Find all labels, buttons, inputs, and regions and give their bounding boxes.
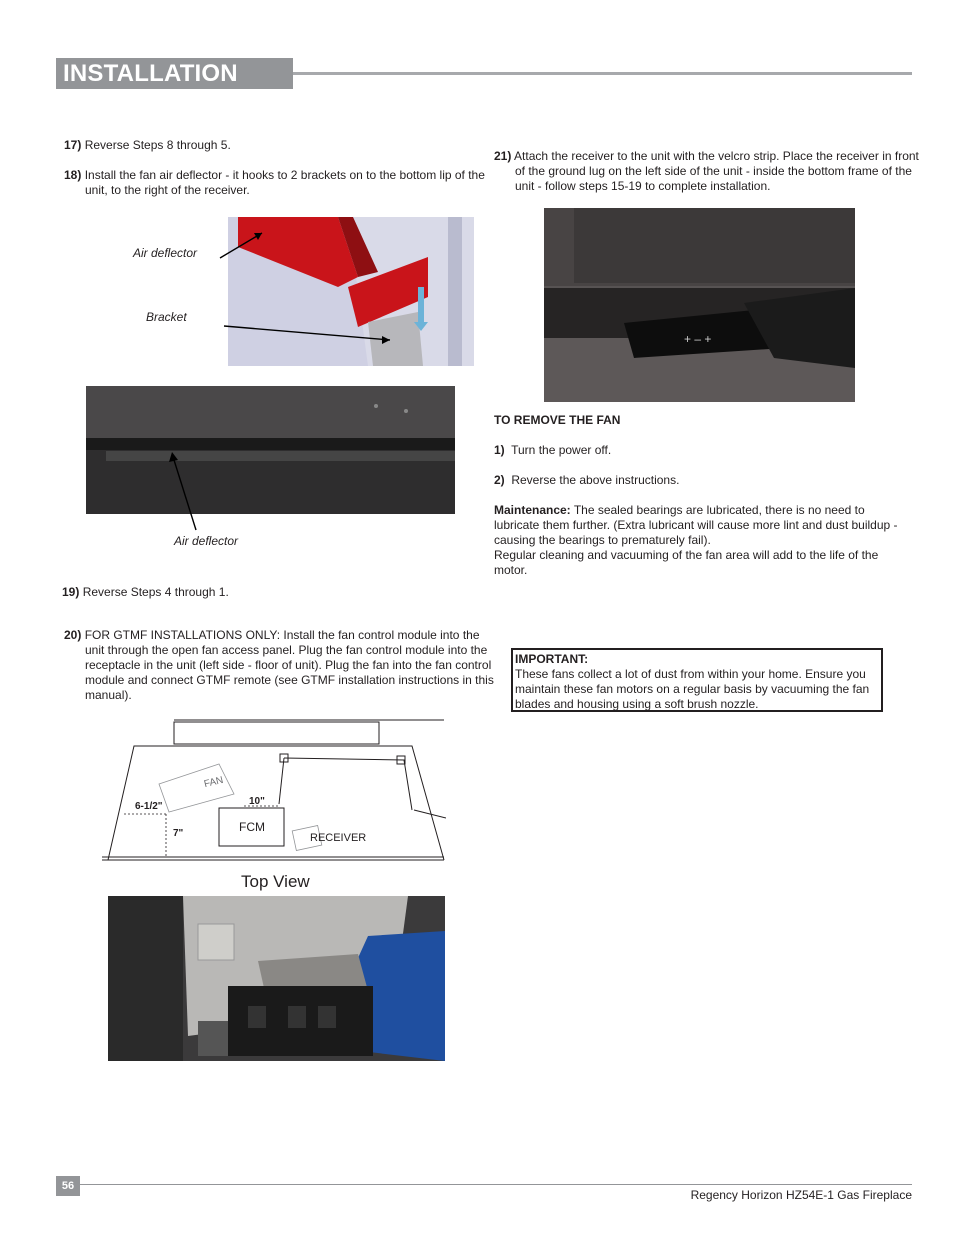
fan-label: FAN (202, 774, 225, 791)
top-view-caption: Top View (241, 872, 310, 891)
dim-7: 7" (173, 828, 184, 839)
svg-text:+ – +: + – + (684, 332, 712, 346)
footer-product: Regency Horizon HZ54E-1 Gas Fireplace (690, 1188, 912, 1202)
callout-arrow-2 (160, 440, 210, 535)
fan-control-module-photo (108, 896, 445, 1061)
step-21: 21) Attach the receiver to the unit with the velcro strip. Place the receiver in front of the ground lug on the left side of the unit - inside the bottom frame of the unit - follow steps 15-19 to complete installation. (494, 149, 919, 193)
dim-10: 10" (249, 796, 265, 807)
callout-arrows-1 (210, 215, 400, 345)
page-number: 56 (56, 1176, 80, 1196)
footer-rule (80, 1184, 912, 1185)
remove-step-2: 2) Reverse the above instructions. (494, 473, 680, 487)
air-deflector-label-2: Air deflector (174, 534, 239, 548)
receiver-label: RECEIVER (310, 832, 367, 844)
maintenance-paragraph: Maintenance: The sealed bearings are lubricated, there is no need to lubricate them further. (Extra lubricant will cause more lint and dust buildup - causing the bearings to prematurely fail). Regular cleaning and vacuuming of the fan area will add to the life of the motor. (494, 503, 898, 577)
step-19: 19) Reverse Steps 4 through 1. (62, 585, 229, 599)
bracket-label: Bracket (146, 310, 187, 324)
dim-6-1-2: 6-1/2" (135, 801, 163, 812)
header-rule (293, 72, 912, 75)
remove-fan-heading: TO REMOVE THE FAN (494, 413, 621, 427)
receiver-photo (544, 208, 855, 402)
important-label: IMPORTANT: (515, 652, 589, 666)
fcm-label: FCM (239, 820, 265, 834)
important-box (511, 648, 883, 712)
top-view-diagram (94, 714, 446, 864)
step-20: 20) FOR GTMF INSTALLATIONS ONLY: Install the fan control module into the unit through the open fan access panel. Plug the fan control module into the receptacle in the unit (left side - floor of unit). Plug the fan into the fan control module and connect GTMF remote (see GTMF installation instructions in this manual). (64, 628, 494, 702)
air-deflector-photo (86, 386, 455, 514)
step-18: 18) Install the fan air deflector - it hooks to 2 brackets on to the bottom lip of the unit, to the right of the receiver. (64, 168, 485, 197)
step-17: 17) Reverse Steps 8 through 5. (64, 138, 231, 152)
page-title: INSTALLATION (63, 60, 238, 87)
air-deflector-label-1: Air deflector (133, 246, 198, 260)
remove-step-1: 1) Turn the power off. (494, 443, 612, 457)
important-text: These fans collect a lot of dust from within your home. Ensure you maintain these fan motors on a regular basis by vacuuming the fan blades and housing using a soft brush nozzle. (515, 667, 870, 711)
